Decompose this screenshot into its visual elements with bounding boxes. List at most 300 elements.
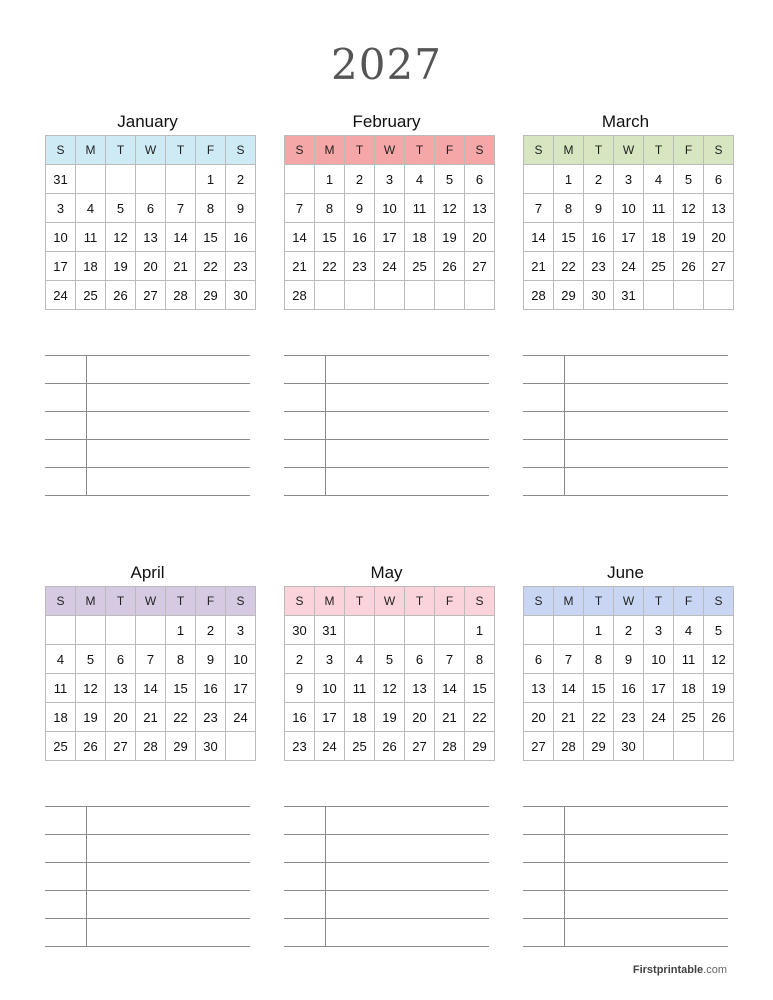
weekday-header: T	[106, 136, 136, 165]
day-cell: 1	[465, 616, 495, 645]
day-cell: 25	[405, 252, 435, 281]
day-cell: 10	[226, 645, 256, 674]
month-calendar	[523, 561, 728, 761]
day-cell: 13	[524, 674, 554, 703]
note-line	[45, 834, 250, 862]
day-cell: 24	[46, 281, 76, 310]
note-divider	[325, 863, 326, 890]
notes-box	[284, 355, 489, 496]
year-title: 2027	[331, 40, 442, 89]
note-line	[284, 918, 489, 947]
day-cell: 26	[435, 252, 465, 281]
note-line	[523, 411, 728, 439]
day-cell: 4	[76, 194, 106, 223]
note-divider	[86, 384, 87, 411]
day-cell: 27	[524, 732, 554, 761]
day-cell: 17	[46, 252, 76, 281]
day-cell: 18	[76, 252, 106, 281]
week-row	[285, 165, 495, 194]
day-cell: 12	[76, 674, 106, 703]
weekday-header: S	[704, 587, 734, 616]
day-cell: 28	[554, 732, 584, 761]
weekday-header-row	[285, 136, 495, 165]
weekday-header: T	[166, 136, 196, 165]
day-cell: 31	[614, 281, 644, 310]
note-divider	[86, 835, 87, 862]
day-cell: 5	[674, 165, 704, 194]
day-cell: 27	[405, 732, 435, 761]
weekday-header: F	[196, 136, 226, 165]
note-divider	[86, 863, 87, 890]
note-line	[284, 355, 489, 383]
month-calendar	[45, 110, 250, 310]
day-cell: 15	[465, 674, 495, 703]
day-cell: 28	[166, 281, 196, 310]
day-cell: 3	[375, 165, 405, 194]
note-line	[523, 383, 728, 411]
day-cell: 14	[136, 674, 166, 703]
weekday-header: F	[674, 587, 704, 616]
day-cell: 2	[614, 616, 644, 645]
day-cell: 26	[674, 252, 704, 281]
week-row	[524, 674, 734, 703]
day-cell: 1	[196, 165, 226, 194]
day-cell: 9	[196, 645, 226, 674]
note-line	[523, 862, 728, 890]
notes-box	[284, 806, 489, 947]
weekday-header: W	[136, 587, 166, 616]
weekday-header: F	[674, 136, 704, 165]
day-cell: 12	[106, 223, 136, 252]
day-cell: 19	[674, 223, 704, 252]
weekday-header-row	[524, 136, 734, 165]
day-cell: 26	[76, 732, 106, 761]
day-cell: 11	[46, 674, 76, 703]
day-cell	[106, 165, 136, 194]
note-divider	[564, 919, 565, 946]
day-cell: 18	[345, 703, 375, 732]
note-line	[284, 411, 489, 439]
note-line	[45, 439, 250, 467]
day-cell	[554, 616, 584, 645]
week-row	[46, 281, 256, 310]
day-cell: 15	[554, 223, 584, 252]
day-cell	[465, 281, 495, 310]
day-cell: 28	[524, 281, 554, 310]
month-calendar	[284, 561, 489, 761]
month-name: June	[607, 563, 644, 582]
day-cell: 8	[315, 194, 345, 223]
day-cell: 9	[584, 194, 614, 223]
day-cell: 23	[285, 732, 315, 761]
note-divider	[325, 384, 326, 411]
day-cell	[704, 281, 734, 310]
day-cell: 4	[674, 616, 704, 645]
week-row	[46, 674, 256, 703]
day-cell: 13	[106, 674, 136, 703]
day-cell: 10	[46, 223, 76, 252]
note-line	[523, 890, 728, 918]
day-cell	[674, 732, 704, 761]
note-line	[45, 862, 250, 890]
day-cell: 23	[196, 703, 226, 732]
day-cell: 13	[704, 194, 734, 223]
day-cell: 30	[196, 732, 226, 761]
weekday-header-row	[285, 587, 495, 616]
day-cell: 12	[674, 194, 704, 223]
day-cell: 24	[614, 252, 644, 281]
day-cell: 8	[465, 645, 495, 674]
day-cell: 20	[106, 703, 136, 732]
day-cell: 5	[106, 194, 136, 223]
day-cell	[704, 732, 734, 761]
day-cell: 2	[345, 165, 375, 194]
day-cell: 9	[614, 645, 644, 674]
note-line	[45, 383, 250, 411]
note-line	[523, 467, 728, 496]
day-cell: 15	[315, 223, 345, 252]
day-cell: 3	[644, 616, 674, 645]
day-cell	[136, 165, 166, 194]
day-cell: 11	[76, 223, 106, 252]
day-cell: 17	[614, 223, 644, 252]
day-cell: 25	[76, 281, 106, 310]
day-cell: 29	[465, 732, 495, 761]
week-row	[285, 703, 495, 732]
note-line	[45, 890, 250, 918]
month-name: February	[352, 112, 421, 131]
weekday-header: T	[106, 587, 136, 616]
day-cell	[524, 616, 554, 645]
weekday-header: S	[46, 136, 76, 165]
day-cell	[136, 616, 166, 645]
day-cell: 15	[166, 674, 196, 703]
weekday-header-row	[46, 136, 256, 165]
note-line	[284, 806, 489, 834]
week-row	[46, 616, 256, 645]
day-cell: 12	[704, 645, 734, 674]
weekday-header: S	[704, 136, 734, 165]
note-divider	[86, 440, 87, 467]
note-divider	[325, 891, 326, 918]
day-cell: 9	[285, 674, 315, 703]
day-cell: 20	[136, 252, 166, 281]
week-row	[46, 732, 256, 761]
day-cell: 6	[106, 645, 136, 674]
day-cell: 27	[465, 252, 495, 281]
day-cell: 9	[345, 194, 375, 223]
footer-brand	[633, 964, 727, 976]
day-cell: 28	[435, 732, 465, 761]
week-row	[524, 194, 734, 223]
weekday-header: M	[76, 587, 106, 616]
week-row	[285, 616, 495, 645]
day-cell: 21	[166, 252, 196, 281]
day-cell: 12	[435, 194, 465, 223]
day-cell: 29	[166, 732, 196, 761]
weekday-header: F	[435, 587, 465, 616]
day-cell: 22	[196, 252, 226, 281]
day-cell: 31	[315, 616, 345, 645]
day-cell	[106, 616, 136, 645]
note-divider	[86, 807, 87, 834]
note-divider	[564, 468, 565, 495]
note-line	[45, 918, 250, 947]
month-name: May	[370, 563, 403, 582]
week-row	[524, 732, 734, 761]
day-cell: 3	[226, 616, 256, 645]
weekday-header: S	[226, 136, 256, 165]
day-cell: 28	[136, 732, 166, 761]
note-line	[45, 467, 250, 496]
notes-box	[523, 355, 728, 496]
month-name: March	[601, 112, 650, 131]
day-cell	[46, 616, 76, 645]
day-cell: 1	[554, 165, 584, 194]
note-line	[284, 439, 489, 467]
day-cell: 4	[405, 165, 435, 194]
day-cell: 2	[196, 616, 226, 645]
note-divider	[564, 356, 565, 383]
note-line	[523, 806, 728, 834]
day-cell: 25	[644, 252, 674, 281]
weekday-header: T	[166, 587, 196, 616]
day-cell: 2	[285, 645, 315, 674]
day-cell: 14	[285, 223, 315, 252]
month-grid	[523, 135, 734, 310]
day-cell	[76, 616, 106, 645]
day-cell: 7	[136, 645, 166, 674]
day-cell: 21	[435, 703, 465, 732]
day-cell: 23	[584, 252, 614, 281]
day-cell: 22	[465, 703, 495, 732]
weekday-header: T	[584, 587, 614, 616]
day-cell: 24	[226, 703, 256, 732]
day-cell: 14	[554, 674, 584, 703]
day-cell: 8	[166, 645, 196, 674]
day-cell: 29	[196, 281, 226, 310]
day-cell: 15	[196, 223, 226, 252]
day-cell	[674, 281, 704, 310]
weekday-header: S	[226, 587, 256, 616]
week-row	[524, 252, 734, 281]
day-cell: 3	[315, 645, 345, 674]
day-cell: 25	[46, 732, 76, 761]
note-divider	[325, 835, 326, 862]
day-cell: 25	[674, 703, 704, 732]
day-cell: 22	[315, 252, 345, 281]
note-divider	[86, 468, 87, 495]
note-divider	[564, 835, 565, 862]
day-cell: 11	[674, 645, 704, 674]
day-cell: 3	[46, 194, 76, 223]
day-cell	[345, 616, 375, 645]
note-divider	[86, 412, 87, 439]
day-cell: 25	[345, 732, 375, 761]
day-cell: 27	[106, 732, 136, 761]
week-row	[285, 281, 495, 310]
note-divider	[86, 919, 87, 946]
day-cell	[315, 281, 345, 310]
day-cell: 6	[405, 645, 435, 674]
weekday-header: M	[76, 136, 106, 165]
day-cell: 19	[704, 674, 734, 703]
week-row	[524, 645, 734, 674]
day-cell: 23	[614, 703, 644, 732]
note-line	[284, 890, 489, 918]
day-cell: 26	[375, 732, 405, 761]
day-cell: 30	[614, 732, 644, 761]
day-cell: 16	[196, 674, 226, 703]
weekday-header: W	[375, 136, 405, 165]
week-row	[524, 223, 734, 252]
note-line	[523, 834, 728, 862]
day-cell: 21	[554, 703, 584, 732]
month-grid	[284, 135, 495, 310]
note-line	[45, 806, 250, 834]
day-cell: 31	[46, 165, 76, 194]
note-divider	[564, 384, 565, 411]
weekday-header: M	[315, 136, 345, 165]
day-cell: 2	[584, 165, 614, 194]
month-calendar	[45, 561, 250, 761]
day-cell: 24	[644, 703, 674, 732]
note-divider	[86, 891, 87, 918]
weekday-header: F	[196, 587, 226, 616]
day-cell: 21	[285, 252, 315, 281]
note-divider	[564, 863, 565, 890]
day-cell: 11	[345, 674, 375, 703]
day-cell: 6	[524, 645, 554, 674]
day-cell: 28	[285, 281, 315, 310]
month-grid	[284, 586, 495, 761]
week-row	[524, 616, 734, 645]
note-line	[284, 383, 489, 411]
note-line	[284, 834, 489, 862]
weekday-header: M	[554, 136, 584, 165]
day-cell	[166, 165, 196, 194]
day-cell: 4	[46, 645, 76, 674]
day-cell: 4	[345, 645, 375, 674]
day-cell: 14	[435, 674, 465, 703]
day-cell: 13	[405, 674, 435, 703]
month-name: January	[117, 112, 178, 131]
day-cell: 7	[285, 194, 315, 223]
week-row	[524, 165, 734, 194]
note-divider	[325, 356, 326, 383]
day-cell: 2	[226, 165, 256, 194]
week-row	[285, 674, 495, 703]
day-cell	[375, 616, 405, 645]
day-cell: 7	[554, 645, 584, 674]
weekday-header: S	[285, 587, 315, 616]
note-line	[523, 439, 728, 467]
day-cell: 27	[704, 252, 734, 281]
day-cell: 5	[76, 645, 106, 674]
day-cell: 29	[554, 281, 584, 310]
note-divider	[564, 412, 565, 439]
day-cell: 16	[226, 223, 256, 252]
day-cell: 1	[166, 616, 196, 645]
day-cell	[644, 732, 674, 761]
footer-brand-suffix: .com	[703, 964, 727, 976]
weekday-header-row	[524, 587, 734, 616]
day-cell: 26	[106, 281, 136, 310]
note-divider	[564, 891, 565, 918]
day-cell: 5	[435, 165, 465, 194]
day-cell: 22	[584, 703, 614, 732]
month-name: April	[130, 563, 165, 582]
week-row	[46, 223, 256, 252]
day-cell	[435, 281, 465, 310]
week-row	[524, 703, 734, 732]
month-calendar	[523, 110, 728, 310]
day-cell: 1	[584, 616, 614, 645]
day-cell: 6	[465, 165, 495, 194]
day-cell: 19	[435, 223, 465, 252]
note-line	[45, 411, 250, 439]
day-cell	[405, 616, 435, 645]
day-cell	[644, 281, 674, 310]
weekday-header: T	[644, 136, 674, 165]
day-cell: 3	[614, 165, 644, 194]
day-cell: 20	[524, 703, 554, 732]
day-cell: 22	[554, 252, 584, 281]
weekday-header: M	[554, 587, 584, 616]
weekday-header-row	[46, 587, 256, 616]
weekday-header: T	[405, 136, 435, 165]
note-divider	[325, 412, 326, 439]
notes-box	[45, 355, 250, 496]
day-cell: 23	[226, 252, 256, 281]
month-grid	[45, 586, 256, 761]
note-divider	[325, 919, 326, 946]
day-cell	[435, 616, 465, 645]
day-cell: 20	[405, 703, 435, 732]
week-row	[524, 281, 734, 310]
day-cell: 15	[584, 674, 614, 703]
day-cell	[524, 165, 554, 194]
day-cell: 14	[524, 223, 554, 252]
day-cell: 26	[704, 703, 734, 732]
month-grid	[45, 135, 256, 310]
day-cell: 18	[644, 223, 674, 252]
weekday-header: S	[465, 587, 495, 616]
week-row	[285, 223, 495, 252]
day-cell: 13	[136, 223, 166, 252]
day-cell: 14	[166, 223, 196, 252]
day-cell: 20	[704, 223, 734, 252]
note-divider	[325, 807, 326, 834]
note-divider	[564, 440, 565, 467]
notes-box	[45, 806, 250, 947]
day-cell: 17	[375, 223, 405, 252]
weekday-header: M	[315, 587, 345, 616]
day-cell: 10	[644, 645, 674, 674]
day-cell	[76, 165, 106, 194]
day-cell: 19	[375, 703, 405, 732]
day-cell: 8	[584, 645, 614, 674]
day-cell: 5	[704, 616, 734, 645]
day-cell: 22	[166, 703, 196, 732]
day-cell: 7	[166, 194, 196, 223]
day-cell: 8	[196, 194, 226, 223]
day-cell: 6	[704, 165, 734, 194]
day-cell: 6	[136, 194, 166, 223]
weekday-header: W	[375, 587, 405, 616]
weekday-header: S	[46, 587, 76, 616]
day-cell: 13	[465, 194, 495, 223]
